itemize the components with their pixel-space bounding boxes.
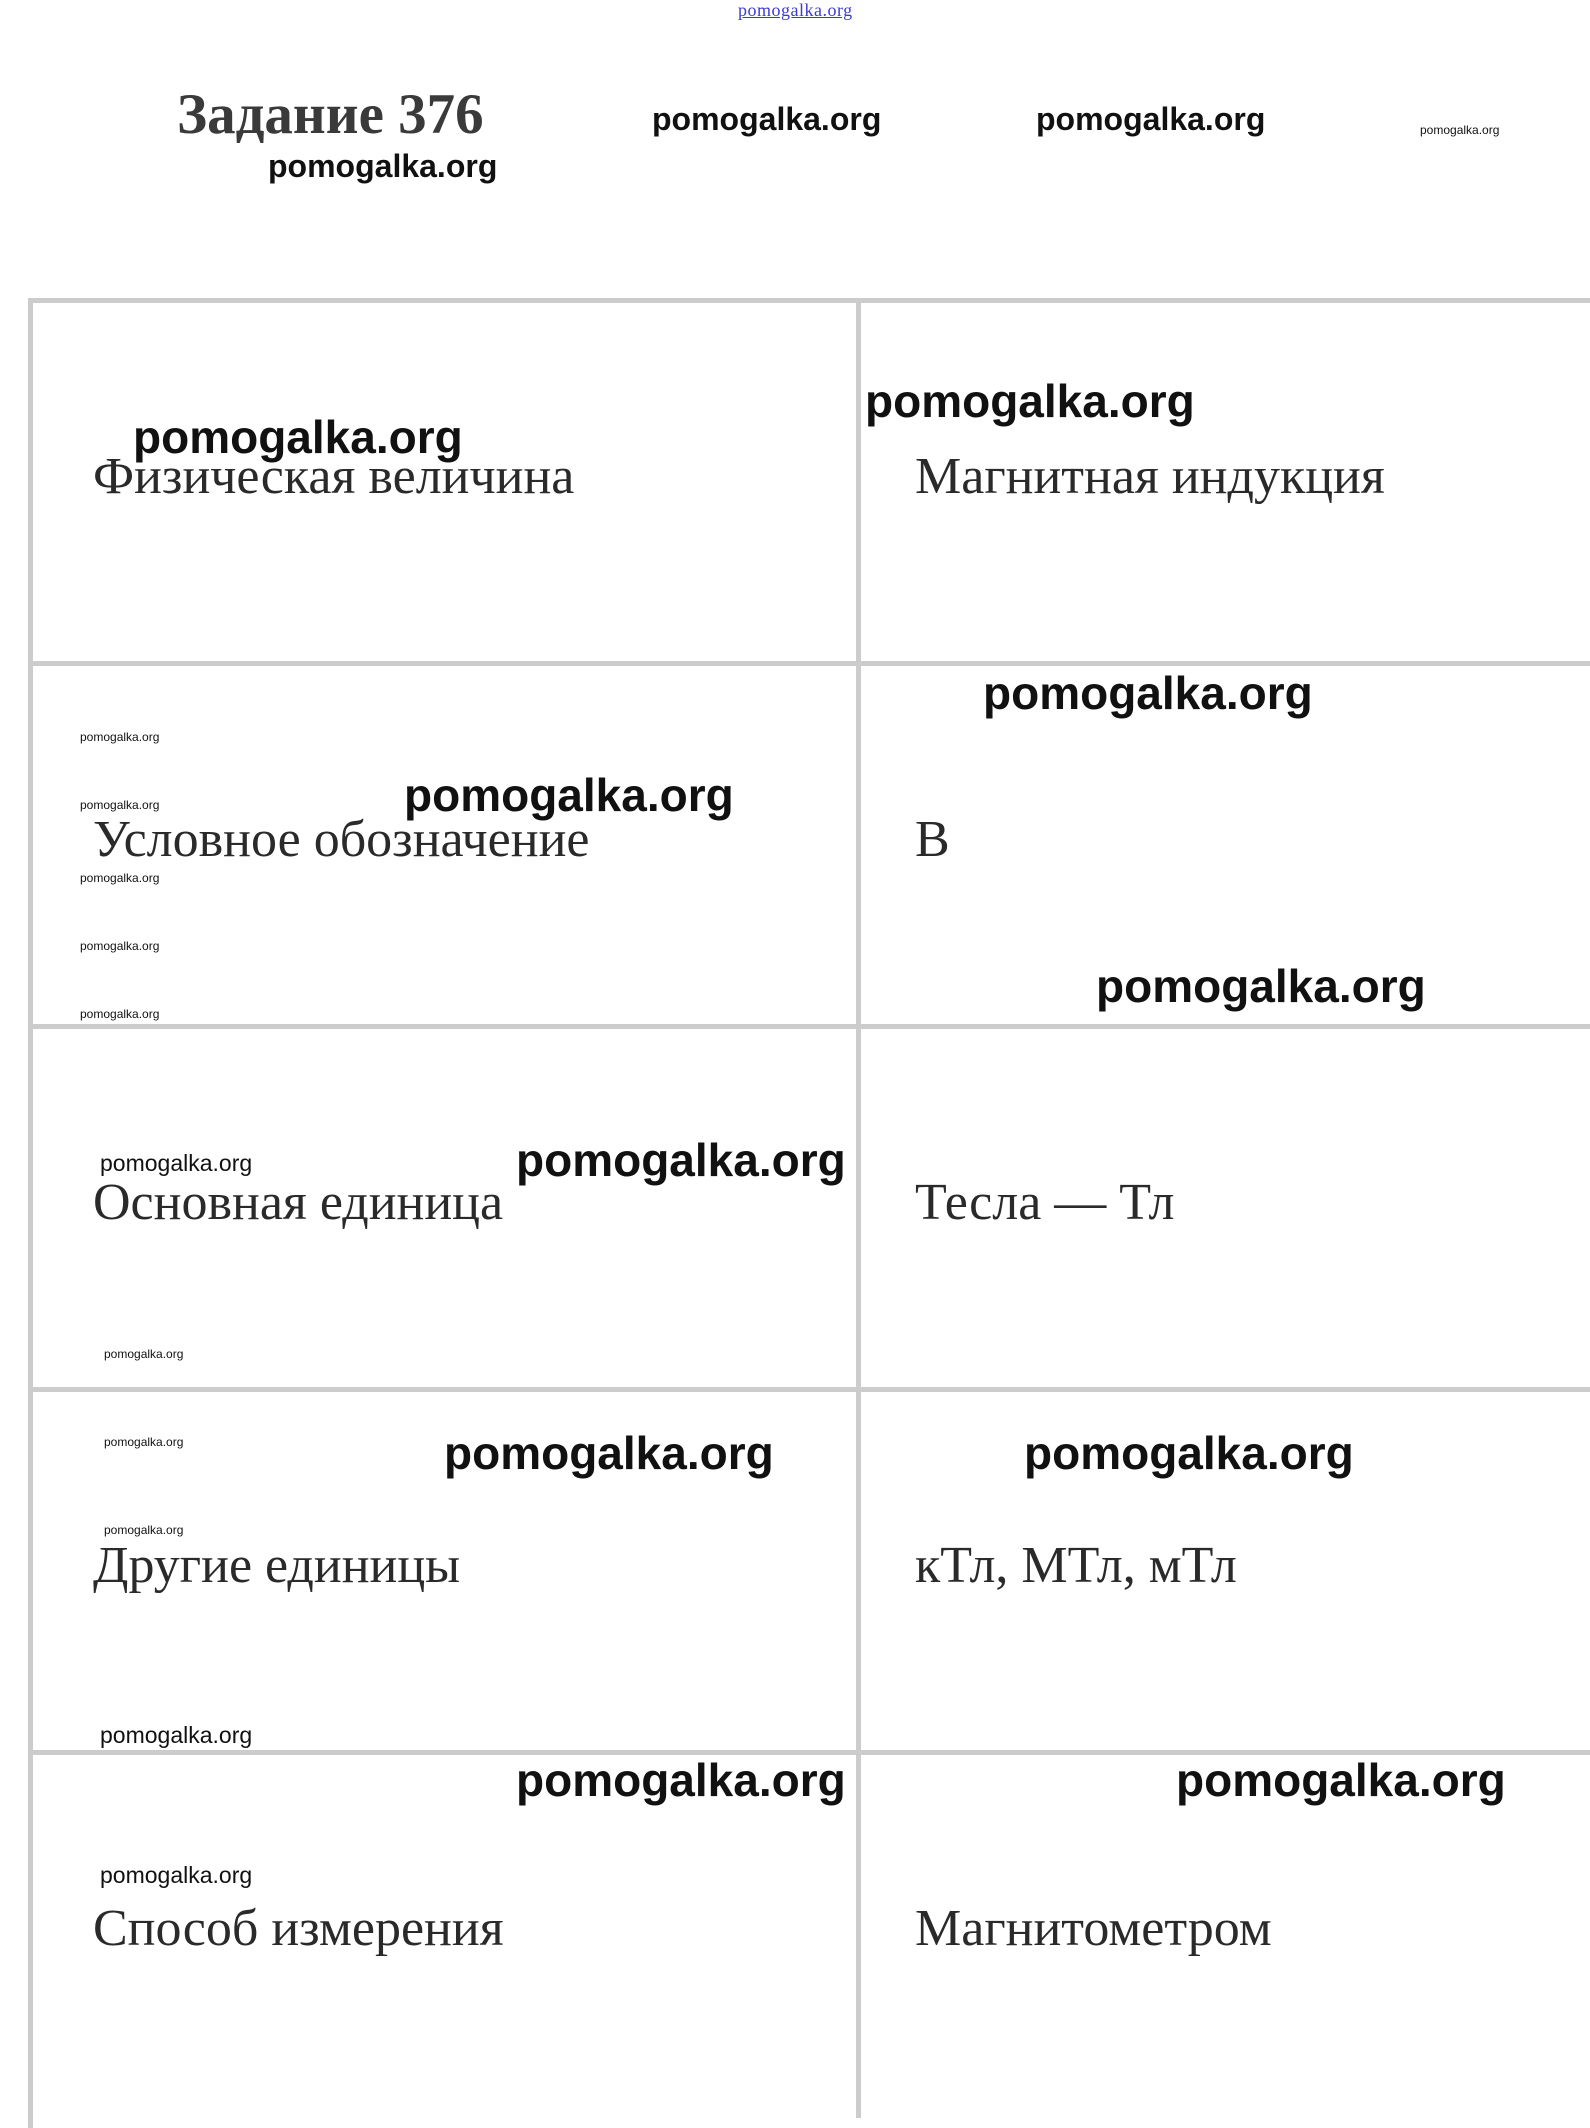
watermark: pomogalka.org (100, 1862, 253, 1888)
table-row (33, 1755, 1590, 2118)
row-label: Другие единицы (93, 1537, 461, 1594)
table-cell-label (33, 666, 861, 1024)
watermark: pomogalka.org (133, 411, 463, 463)
watermark: pomogalka.org (100, 1722, 253, 1748)
row-label: Способ измерения (93, 1900, 504, 1957)
table-cell-label (33, 1755, 861, 2118)
watermark: pomogalka.org (1420, 123, 1500, 137)
table-cell-value (861, 303, 1590, 661)
table-cell-label (33, 1029, 861, 1387)
watermark: pomogalka.org (516, 1134, 846, 1186)
page-title: Задание 376 (177, 83, 484, 146)
table-row (33, 666, 1590, 1029)
watermark: pomogalka.org (80, 1007, 160, 1021)
watermark: pomogalka.org (1036, 101, 1266, 137)
watermark: pomogalka.org (268, 148, 498, 184)
watermark: pomogalka.org (104, 1435, 184, 1449)
watermark: pomogalka.org (104, 1347, 184, 1361)
watermark: pomogalka.org (1176, 1754, 1506, 1806)
top-watermark-link[interactable]: pomogalka.org (738, 0, 853, 20)
table-cell-value (861, 1392, 1590, 1750)
watermark: pomogalka.org (865, 375, 1195, 427)
watermark: pomogalka.org (444, 1427, 774, 1479)
watermark: pomogalka.org (80, 730, 160, 744)
row-label: Условное обозначение (93, 811, 590, 868)
properties-table (28, 298, 1590, 2128)
table-row (33, 303, 1590, 666)
row-label: Физическая величина (93, 448, 575, 505)
watermark: pomogalka.org (404, 769, 734, 821)
table-cell-value (861, 1755, 1590, 2118)
row-label: Основная единица (93, 1174, 504, 1231)
watermark: pomogalka.org (104, 1523, 184, 1537)
watermark: pomogalka.org (983, 667, 1313, 719)
table-cell-label (33, 1392, 861, 1750)
row-value: B (915, 811, 950, 868)
table-cell-label (33, 303, 861, 661)
watermark: pomogalka.org (1024, 1427, 1354, 1479)
watermark: pomogalka.org (100, 1150, 253, 1176)
row-value: кТл, МТл, мТл (915, 1537, 1237, 1594)
watermark: pomogalka.org (80, 798, 160, 812)
row-value: Магнитометром (915, 1900, 1272, 1957)
table-cell-value (861, 666, 1590, 1024)
watermark: pomogalka.org (652, 101, 882, 137)
row-value: Магнитная индукция (915, 448, 1385, 505)
row-value: Тесла — Тл (915, 1174, 1175, 1231)
table-cell-value (861, 1029, 1590, 1387)
watermark: pomogalka.org (516, 1754, 846, 1806)
watermark: pomogalka.org (80, 939, 160, 953)
watermark: pomogalka.org (80, 871, 160, 885)
table-row (33, 1029, 1590, 1392)
watermark: pomogalka.org (1096, 960, 1426, 1012)
table-row (33, 1392, 1590, 1755)
